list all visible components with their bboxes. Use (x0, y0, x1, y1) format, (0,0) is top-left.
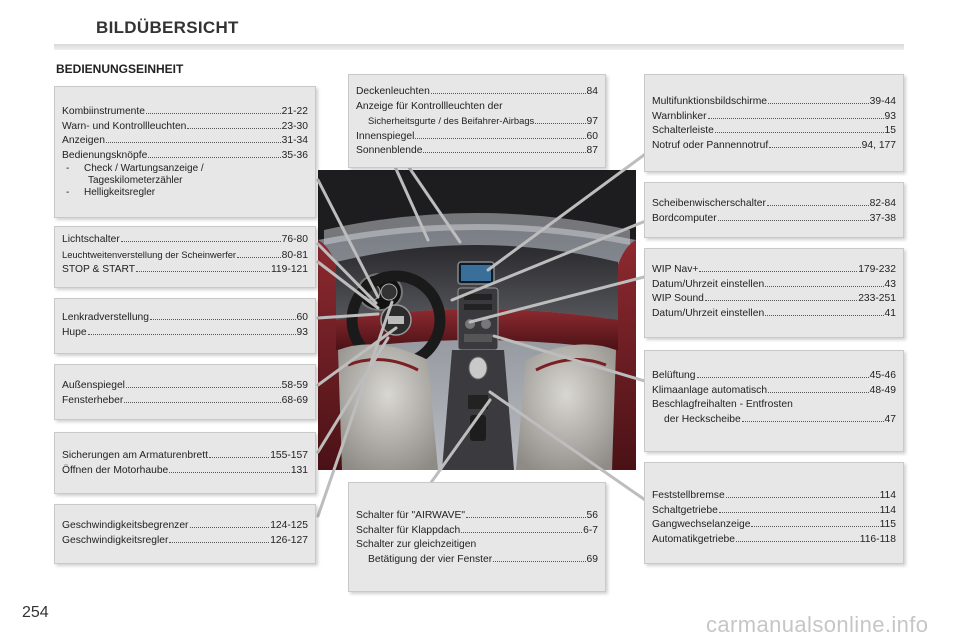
dot-leader (768, 384, 869, 393)
entry-label: Warnblinker (652, 110, 707, 122)
index-entry (62, 248, 308, 264)
entry-label: Bordcomputer (652, 212, 717, 224)
dashboard-illustration (318, 170, 636, 470)
entry-label: Innenspiegel (356, 130, 415, 142)
entry-page: 93 (884, 110, 896, 122)
entry-page: 97 (586, 116, 598, 127)
entry-label: Feststellbremse (652, 490, 725, 501)
page-title: BILDÜBERSICHT (96, 18, 239, 37)
page-number: 254 (22, 604, 49, 621)
index-entry (62, 149, 308, 164)
entry-label: WIP Nav+ (652, 264, 699, 275)
index-entry (62, 326, 308, 341)
dot-leader (190, 519, 270, 528)
entry-label: Deckenleuchten (356, 86, 430, 97)
entry-page: 80-81 (281, 249, 308, 261)
dot-leader (535, 115, 585, 124)
dot-leader (423, 144, 585, 153)
entry-label: Gangwechselanzeige (652, 519, 751, 530)
dot-leader (461, 524, 582, 533)
section-title: BEDIENUNGSEINHEIT (56, 62, 184, 76)
index-entry (652, 292, 896, 307)
index-entry (62, 464, 308, 479)
index-entry (356, 130, 598, 145)
index-entry (652, 95, 896, 110)
dot-leader (126, 379, 281, 388)
index-entry (356, 538, 598, 553)
index-entry (356, 524, 598, 539)
entry-page: 233-251 (858, 293, 896, 304)
index-entry (652, 197, 896, 212)
entry-label: Sicherungen am Armaturenbrett (62, 450, 208, 461)
box-lights (54, 226, 316, 288)
entry-label: Datum/Uhrzeit einstellen (652, 307, 765, 319)
dot-leader (726, 489, 879, 498)
entry-label: Warn- und Kontrollleuchten (62, 120, 187, 132)
entry-page: 47 (884, 413, 896, 425)
entry-label: WIP Sound (652, 293, 704, 304)
dot-leader (751, 518, 878, 527)
entry-page: 126-127 (270, 534, 308, 546)
index-entry (62, 534, 308, 549)
entry-page: 15 (884, 125, 896, 136)
index-entry (62, 233, 308, 248)
index-entry (652, 110, 896, 125)
index-entry (62, 394, 308, 409)
entry-page: 94, 177 (861, 139, 896, 151)
dot-leader (88, 326, 296, 335)
box-speed (54, 504, 316, 564)
index-entry (356, 100, 598, 115)
dot-leader (415, 130, 585, 139)
box-steering (54, 298, 316, 354)
dot-leader (136, 263, 270, 272)
index-entry (652, 278, 896, 293)
dot-leader (121, 233, 281, 242)
index-entry (62, 263, 308, 278)
index-entry (62, 449, 308, 464)
dot-leader (209, 449, 269, 458)
index-entry (652, 413, 896, 428)
entry-page: 179-232 (858, 264, 896, 275)
box-ventilation (644, 350, 904, 452)
entry-label: Schalterleiste (652, 125, 714, 136)
sub-bullet: - (66, 187, 70, 198)
entry-label: der Heckscheibe (664, 413, 741, 425)
dot-leader (705, 292, 857, 301)
index-entry (62, 311, 308, 326)
dot-leader (768, 95, 869, 104)
entry-label: Sicherheitsgurte / des Beifahrer-Airbags (368, 115, 535, 126)
index-entry (62, 134, 308, 149)
box-multifunction (644, 74, 904, 172)
index-entry (356, 114, 598, 130)
entry-page: 116-118 (859, 533, 896, 545)
entry-page: 87 (586, 145, 598, 156)
dot-leader (187, 120, 280, 129)
index-entry (652, 489, 896, 504)
box-mirrors (54, 364, 316, 420)
entry-label: Hupe (62, 326, 87, 338)
entry-page: 39-44 (869, 96, 896, 107)
entry-label: STOP & START (62, 264, 136, 275)
entry-page: 45-46 (869, 370, 896, 381)
dot-leader (708, 110, 884, 119)
index-entry (356, 85, 598, 100)
entry-page: 82-84 (869, 198, 896, 209)
index-entry (652, 139, 896, 154)
entry-label: Scheibenwischerschalter (652, 198, 766, 209)
entry-page: 37-38 (869, 212, 896, 224)
entry-page: 35-36 (281, 149, 308, 161)
dot-leader (765, 307, 883, 316)
entry-label: Leuchtweitenverstellung der Scheinwerfer (62, 248, 237, 260)
index-entry (356, 509, 598, 524)
entry-label: Geschwindigkeitsbegrenzer (62, 520, 189, 531)
entry-page: 93 (296, 326, 308, 338)
index-entry (356, 553, 598, 568)
dot-leader (742, 413, 884, 422)
entry-page: 69 (586, 553, 598, 565)
entry-page: 119-121 (270, 264, 308, 275)
sub-text-continued: Tageskilometerzähler (88, 175, 183, 186)
entry-label: Betätigung der vier Fenster (368, 553, 493, 565)
entry-page: 43 (884, 278, 896, 290)
sub-entry (62, 187, 308, 199)
entry-label: Schalter zur gleichzeitigen (356, 539, 477, 550)
index-entry (652, 533, 896, 548)
dot-leader (146, 105, 281, 114)
dot-leader (719, 504, 879, 513)
entry-label: Sonnenblende (356, 145, 423, 156)
entry-page: 21-22 (281, 106, 308, 117)
index-entry (652, 263, 896, 278)
entry-label: Schalter für "AIRWAVE" (356, 510, 465, 521)
dot-leader (431, 85, 586, 94)
index-entry (652, 504, 896, 519)
entry-page: 41 (884, 307, 896, 319)
entry-page: 23-30 (281, 120, 308, 132)
entry-page: 76-80 (281, 234, 308, 245)
entry-page: 124-125 (270, 520, 308, 531)
index-entry (652, 124, 896, 139)
dashboard-photo (318, 170, 636, 470)
entry-page: 155-157 (270, 450, 308, 461)
dot-leader (765, 278, 883, 287)
dot-leader (169, 464, 290, 473)
entry-label: Kombiinstrumente (62, 106, 145, 117)
index-entry (652, 384, 896, 399)
box-wipers (644, 182, 904, 238)
index-entry (652, 212, 896, 227)
dot-leader (715, 124, 884, 133)
entry-label: Öffnen der Motorhaube (62, 464, 169, 476)
entry-page: 131 (290, 464, 308, 476)
entry-label: Notruf oder Pannennotruf (652, 139, 769, 151)
entry-page: 56 (586, 510, 598, 521)
entry-label: Multifunktionsbildschirme (652, 96, 768, 107)
dot-leader (124, 394, 280, 403)
index-entry (652, 307, 896, 322)
index-entry (62, 105, 308, 120)
title-rule (54, 44, 904, 50)
box-instruments (54, 86, 316, 218)
index-entry (62, 519, 308, 534)
index-entry (652, 398, 896, 413)
entry-label: Anzeige für Kontrollleuchten der (356, 100, 503, 112)
dot-leader (699, 263, 857, 272)
entry-label: Beschlagfreihalten - Entfrosten (652, 399, 793, 410)
watermark: carmanualsonline.info (706, 612, 929, 637)
sub-text: Helligkeitsregler (84, 187, 156, 198)
dot-leader (493, 553, 585, 562)
entry-page: 114 (879, 504, 896, 516)
box-ceiling (348, 74, 606, 168)
entry-page: 115 (879, 519, 896, 530)
index-entry (62, 120, 308, 135)
entry-label: Lenkradverstellung (62, 312, 150, 323)
box-nav (644, 248, 904, 338)
index-entry (652, 518, 896, 533)
box-switches (348, 482, 606, 592)
dot-leader (106, 134, 281, 143)
entry-page: 60 (296, 312, 308, 323)
entry-page: 114 (879, 490, 896, 501)
box-fuses (54, 432, 316, 494)
entry-label: Außenspiegel (62, 380, 125, 391)
dot-leader (767, 197, 869, 206)
dot-leader (466, 509, 586, 518)
entry-page: 31-34 (281, 135, 308, 146)
index-entry (652, 369, 896, 384)
sub-bullet: - (66, 163, 70, 174)
entry-label: Lichtschalter (62, 234, 120, 245)
entry-page: 6-7 (583, 524, 598, 536)
box-brake (644, 462, 904, 564)
dot-leader (718, 212, 869, 221)
dot-leader (148, 149, 280, 158)
entry-label: Fensterheber (62, 394, 124, 406)
index-entry (356, 144, 598, 159)
dot-leader (169, 534, 269, 543)
entry-page: 68-69 (281, 394, 308, 406)
entry-label: Belüftung (652, 370, 696, 381)
entry-label: Geschwindigkeitsregler (62, 534, 169, 546)
entry-label: Schalter für Klappdach (356, 524, 461, 536)
entry-page: 58-59 (281, 380, 308, 391)
entry-label: Bedienungsknöpfe (62, 149, 148, 161)
entry-page: 48-49 (869, 384, 896, 396)
sub-text: Check / Wartungsanzeige / (84, 163, 204, 174)
dot-leader (150, 311, 296, 320)
entry-label: Automatikgetriebe (652, 533, 735, 545)
dot-leader (736, 533, 859, 542)
index-entry (62, 379, 308, 394)
entry-label: Klimaanlage automatisch (652, 384, 768, 396)
entry-page: 60 (586, 130, 598, 142)
dot-leader (237, 249, 281, 258)
dot-leader (769, 139, 860, 148)
sub-entry (62, 163, 308, 187)
entry-label: Schaltgetriebe (652, 504, 718, 516)
entry-label: Datum/Uhrzeit einstellen (652, 278, 765, 290)
dot-leader (697, 369, 869, 378)
entry-label: Anzeigen (62, 135, 105, 146)
entry-page: 84 (586, 86, 598, 97)
